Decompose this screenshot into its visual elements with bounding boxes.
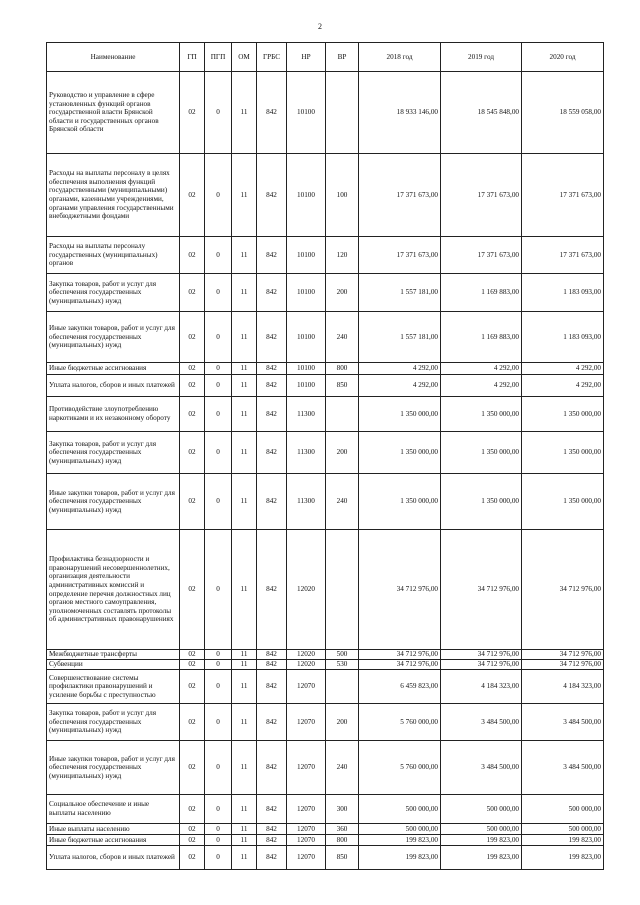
cell-grbs: 842 [257,72,287,154]
cell-2018: 1 557 181,00 [359,312,441,363]
cell-2020: 4 184 323,00 [522,670,604,704]
cell-grbs: 842 [257,237,287,274]
cell-om: 11 [232,660,257,670]
cell-om: 11 [232,363,257,375]
cell-name: Противодействие злоупотреблению наркотиками и их незаконному обороту [47,397,180,432]
cell-2019: 17 371 673,00 [441,154,522,237]
cell-grbs: 842 [257,650,287,660]
cell-om: 11 [232,741,257,795]
cell-pgp: 0 [205,660,232,670]
cell-vr: 360 [326,824,359,835]
cell-2020: 1 350 000,00 [522,474,604,530]
cell-vr: 100 [326,154,359,237]
header-pgp: ПГП [205,43,232,72]
cell-grbs: 842 [257,660,287,670]
cell-2018: 17 371 673,00 [359,154,441,237]
cell-nr: 12070 [287,835,326,846]
cell-name: Расходы на выплаты персоналу государственных (муниципальных) органов [47,237,180,274]
cell-nr: 12020 [287,660,326,670]
cell-2020: 199 823,00 [522,835,604,846]
table-row [47,704,604,741]
cell-gp: 02 [180,795,205,824]
cell-2018: 1 350 000,00 [359,432,441,474]
cell-vr: 200 [326,704,359,741]
cell-grbs: 842 [257,375,287,397]
cell-vr: 200 [326,274,359,312]
table-header-row [47,43,604,72]
cell-nr: 10100 [287,72,326,154]
cell-2018: 500 000,00 [359,824,441,835]
header-2019: 2019 год [441,43,522,72]
cell-vr: 850 [326,846,359,870]
cell-2019: 34 712 976,00 [441,660,522,670]
cell-om: 11 [232,72,257,154]
cell-2018: 34 712 976,00 [359,650,441,660]
page-number: 2 [318,22,322,31]
cell-pgp: 0 [205,237,232,274]
cell-2020: 3 484 500,00 [522,704,604,741]
table-row [47,846,604,870]
cell-2020: 34 712 976,00 [522,660,604,670]
header-name: Наименование [47,43,180,72]
cell-2018: 6 459 823,00 [359,670,441,704]
cell-vr: 240 [326,474,359,530]
cell-om: 11 [232,375,257,397]
cell-name: Закупка товаров, работ и услуг для обеспечения государственных (муниципальных) нужд [47,704,180,741]
cell-gp: 02 [180,432,205,474]
cell-om: 11 [232,670,257,704]
cell-nr: 12070 [287,846,326,870]
cell-2018: 199 823,00 [359,846,441,870]
cell-pgp: 0 [205,704,232,741]
cell-vr [326,670,359,704]
cell-om: 11 [232,154,257,237]
cell-2020: 1 350 000,00 [522,432,604,474]
cell-om: 11 [232,824,257,835]
cell-gp: 02 [180,154,205,237]
cell-gp: 02 [180,741,205,795]
table-row [47,154,604,237]
cell-vr: 120 [326,237,359,274]
cell-2020: 1 183 093,00 [522,274,604,312]
cell-gp: 02 [180,670,205,704]
cell-grbs: 842 [257,795,287,824]
cell-2020: 500 000,00 [522,795,604,824]
cell-grbs: 842 [257,741,287,795]
cell-nr: 12070 [287,824,326,835]
cell-name: Руководство и управление в сфере установленных функций органов государственной власти Брянской области и государственных органов Брянской области [47,72,180,154]
cell-vr: 500 [326,650,359,660]
cell-pgp: 0 [205,670,232,704]
cell-pgp: 0 [205,824,232,835]
cell-nr: 12070 [287,670,326,704]
cell-gp: 02 [180,237,205,274]
cell-om: 11 [232,432,257,474]
cell-gp: 02 [180,530,205,650]
cell-nr: 12070 [287,795,326,824]
cell-vr: 800 [326,363,359,375]
cell-om: 11 [232,474,257,530]
cell-2019: 18 545 848,00 [441,72,522,154]
cell-vr: 240 [326,312,359,363]
header-grbs: ГРБС [257,43,287,72]
cell-grbs: 842 [257,312,287,363]
cell-pgp: 0 [205,835,232,846]
cell-pgp: 0 [205,650,232,660]
table-row [47,741,604,795]
cell-grbs: 842 [257,835,287,846]
header-vr: ВР [326,43,359,72]
cell-2020: 1 183 093,00 [522,312,604,363]
cell-gp: 02 [180,660,205,670]
table-row [47,650,604,660]
cell-gp: 02 [180,397,205,432]
cell-pgp: 0 [205,795,232,824]
cell-2018: 17 371 673,00 [359,237,441,274]
cell-name: Уплата налогов, сборов и иных платежей [47,375,180,397]
cell-nr: 10100 [287,375,326,397]
cell-vr: 200 [326,432,359,474]
cell-2018: 4 292,00 [359,375,441,397]
cell-vr: 300 [326,795,359,824]
cell-om: 11 [232,846,257,870]
table-row [47,274,604,312]
cell-grbs: 842 [257,474,287,530]
table-row [47,237,604,274]
header-nr: НР [287,43,326,72]
cell-name: Субвенции [47,660,180,670]
cell-2019: 500 000,00 [441,795,522,824]
cell-om: 11 [232,795,257,824]
cell-vr: 850 [326,375,359,397]
table-row [47,432,604,474]
table-row [47,397,604,432]
cell-nr: 10100 [287,363,326,375]
cell-vr [326,530,359,650]
cell-om: 11 [232,274,257,312]
cell-pgp: 0 [205,312,232,363]
cell-name: Закупка товаров, работ и услуг для обеспечения государственных (муниципальных) нужд [47,274,180,312]
cell-pgp: 0 [205,846,232,870]
cell-2018: 199 823,00 [359,835,441,846]
cell-gp: 02 [180,704,205,741]
cell-pgp: 0 [205,474,232,530]
cell-vr [326,397,359,432]
cell-pgp: 0 [205,274,232,312]
cell-gp: 02 [180,363,205,375]
cell-gp: 02 [180,72,205,154]
cell-2018: 18 933 146,00 [359,72,441,154]
cell-2020: 4 292,00 [522,375,604,397]
cell-name: Профилактика безнадзорности и правонарушений несовершеннолетних, организация деятельности административных комиссий и определение перечня должностных лиц органов местного самоуправления, уполномоченных составлять протоколы об административных правонарушениях [47,530,180,650]
cell-2020: 34 712 976,00 [522,650,604,660]
table-row [47,835,604,846]
cell-nr: 10100 [287,274,326,312]
cell-vr: 240 [326,741,359,795]
cell-nr: 11300 [287,474,326,530]
cell-pgp: 0 [205,530,232,650]
cell-grbs: 842 [257,154,287,237]
cell-grbs: 842 [257,363,287,375]
cell-2018: 1 557 181,00 [359,274,441,312]
cell-2020: 17 371 673,00 [522,237,604,274]
cell-name: Совершенствование системы профилактики правонарушений и усиление борьбы с преступностью [47,670,180,704]
cell-pgp: 0 [205,375,232,397]
cell-2020: 500 000,00 [522,824,604,835]
table-row [47,72,604,154]
cell-nr: 10100 [287,154,326,237]
cell-2020: 17 371 673,00 [522,154,604,237]
cell-nr: 12020 [287,650,326,660]
cell-gp: 02 [180,474,205,530]
cell-nr: 12020 [287,530,326,650]
cell-nr: 10100 [287,237,326,274]
cell-grbs: 842 [257,274,287,312]
cell-2019: 34 712 976,00 [441,650,522,660]
cell-grbs: 842 [257,530,287,650]
cell-pgp: 0 [205,154,232,237]
cell-2019: 199 823,00 [441,846,522,870]
cell-2020: 3 484 500,00 [522,741,604,795]
cell-nr: 10100 [287,312,326,363]
cell-name: Социальное обеспечение и иные выплаты населению [47,795,180,824]
cell-2019: 17 371 673,00 [441,237,522,274]
cell-grbs: 842 [257,670,287,704]
cell-2018: 4 292,00 [359,363,441,375]
cell-2018: 5 760 000,00 [359,741,441,795]
cell-2019: 1 169 883,00 [441,312,522,363]
cell-nr: 11300 [287,397,326,432]
cell-2018: 500 000,00 [359,795,441,824]
cell-2019: 500 000,00 [441,824,522,835]
cell-2019: 1 350 000,00 [441,474,522,530]
cell-gp: 02 [180,312,205,363]
cell-name: Закупка товаров, работ и услуг для обеспечения государственных (муниципальных) нужд [47,432,180,474]
cell-pgp: 0 [205,363,232,375]
cell-name: Иные бюджетные ассигнования [47,835,180,846]
cell-vr: 530 [326,660,359,670]
cell-om: 11 [232,650,257,660]
cell-2020: 1 350 000,00 [522,397,604,432]
budget-table [46,42,604,870]
cell-gp: 02 [180,650,205,660]
cell-gp: 02 [180,375,205,397]
cell-om: 11 [232,312,257,363]
cell-2020: 18 559 058,00 [522,72,604,154]
header-om: ОМ [232,43,257,72]
table-row [47,375,604,397]
cell-name: Расходы на выплаты персоналу в целях обеспечения выполнения функций государственными (муниципальными) органами, казенными учреждениями, органами управления государственными внебюджетными фондами [47,154,180,237]
cell-name: Иные закупки товаров, работ и услуг для обеспечения государственных (муниципальных) нужд [47,312,180,363]
cell-grbs: 842 [257,824,287,835]
cell-grbs: 842 [257,704,287,741]
cell-name: Иные закупки товаров, работ и услуг для обеспечения государственных (муниципальных) нужд [47,741,180,795]
cell-2019: 1 350 000,00 [441,432,522,474]
cell-om: 11 [232,530,257,650]
header-gp: ГП [180,43,205,72]
cell-2020: 4 292,00 [522,363,604,375]
cell-vr [326,72,359,154]
table-row [47,474,604,530]
table-row [47,795,604,824]
cell-nr: 12070 [287,741,326,795]
cell-2019: 1 169 883,00 [441,274,522,312]
table-row [47,363,604,375]
cell-grbs: 842 [257,432,287,474]
cell-2018: 34 712 976,00 [359,660,441,670]
cell-om: 11 [232,397,257,432]
header-2020: 2020 год [522,43,604,72]
cell-2019: 3 484 500,00 [441,704,522,741]
cell-name: Межбюджетные трансферты [47,650,180,660]
cell-2018: 1 350 000,00 [359,474,441,530]
cell-gp: 02 [180,846,205,870]
cell-name: Иные закупки товаров, работ и услуг для обеспечения государственных (муниципальных) нужд [47,474,180,530]
cell-2019: 199 823,00 [441,835,522,846]
cell-pgp: 0 [205,72,232,154]
cell-2019: 4 292,00 [441,363,522,375]
cell-vr: 800 [326,835,359,846]
cell-2018: 34 712 976,00 [359,530,441,650]
table-row [47,824,604,835]
cell-2019: 4 292,00 [441,375,522,397]
cell-2019: 34 712 976,00 [441,530,522,650]
cell-om: 11 [232,835,257,846]
cell-pgp: 0 [205,432,232,474]
cell-2019: 3 484 500,00 [441,741,522,795]
cell-gp: 02 [180,824,205,835]
cell-om: 11 [232,704,257,741]
cell-nr: 11300 [287,432,326,474]
cell-2019: 4 184 323,00 [441,670,522,704]
table-row [47,530,604,650]
cell-name: Иные выплаты населению [47,824,180,835]
cell-grbs: 842 [257,397,287,432]
cell-pgp: 0 [205,397,232,432]
cell-grbs: 842 [257,846,287,870]
cell-nr: 12070 [287,704,326,741]
cell-2020: 199 823,00 [522,846,604,870]
cell-name: Иные бюджетные ассигнования [47,363,180,375]
cell-name: Уплата налогов, сборов и иных платежей [47,846,180,870]
cell-pgp: 0 [205,741,232,795]
table-row [47,312,604,363]
cell-2018: 5 760 000,00 [359,704,441,741]
cell-2020: 34 712 976,00 [522,530,604,650]
table-row [47,660,604,670]
cell-gp: 02 [180,835,205,846]
table-row [47,670,604,704]
cell-2018: 1 350 000,00 [359,397,441,432]
cell-gp: 02 [180,274,205,312]
header-2018: 2018 год [359,43,441,72]
cell-2019: 1 350 000,00 [441,397,522,432]
cell-om: 11 [232,237,257,274]
